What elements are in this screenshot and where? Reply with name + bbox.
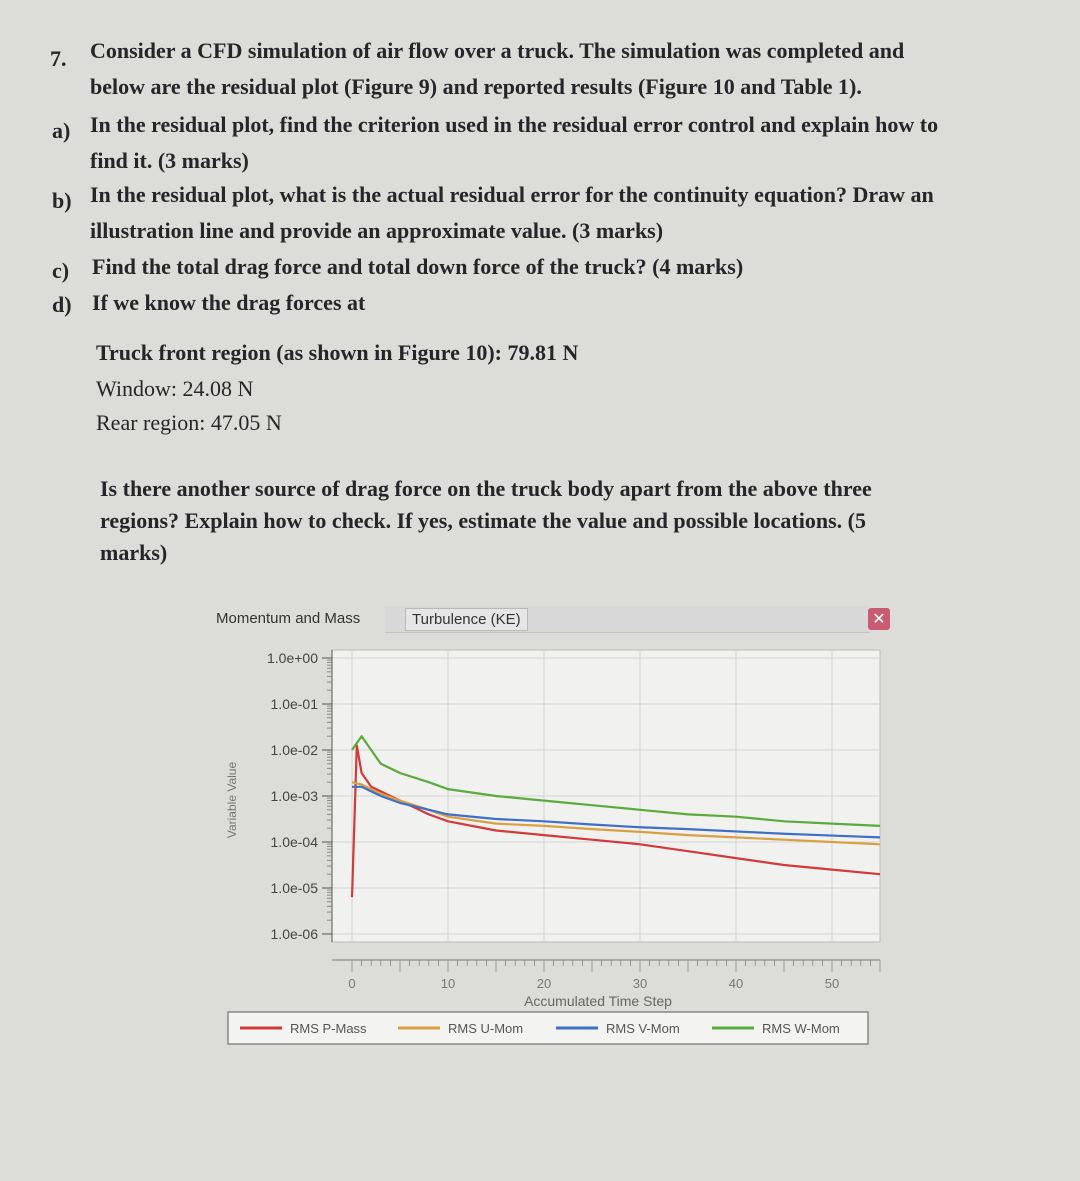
legend-label: RMS P-Mass <box>290 1021 367 1036</box>
followup-line-1: Is there another source of drag force on the truck body apart from the above three <box>100 476 872 501</box>
part-b-label: b) <box>52 188 72 213</box>
legend-label: RMS U-Mom <box>448 1021 524 1036</box>
x-tick-label: 0 <box>348 976 356 991</box>
y-tick-label: 1.0e-02 <box>270 742 318 758</box>
force-front-region: Truck front region (as shown in Figure 10): 79.81 N <box>96 340 579 365</box>
legend-label: RMS W-Mom <box>762 1021 840 1036</box>
followup-line-2: regions? Explain how to check. If yes, estimate the value and possible locations. (5 <box>100 508 866 533</box>
close-icon[interactable]: ✕ <box>868 608 890 630</box>
residual-chart <box>200 598 900 1078</box>
part-b-line-2: illustration line and provide an approximate value. (3 marks) <box>90 218 664 243</box>
question-number: 7. <box>50 46 67 71</box>
x-tick-label: 50 <box>824 976 840 991</box>
y-axis <box>267 650 332 942</box>
x-tick-label: 40 <box>728 976 744 991</box>
y-tick-label: 1.0e-06 <box>270 926 318 942</box>
y-tick-label: 1.0e-04 <box>270 834 318 850</box>
part-c-line-1: Find the total drag force and total down force of the truck? (4 marks) <box>92 254 744 279</box>
y-axis-label: Variable Value <box>225 761 239 839</box>
part-a-line-2: find it. (3 marks) <box>90 148 249 173</box>
part-d-label: d) <box>52 292 72 317</box>
part-c-label: c) <box>52 258 70 283</box>
residual-plot-panel <box>200 598 900 1078</box>
tab-momentum-and-mass[interactable]: Momentum and Mass <box>216 610 361 627</box>
x-tick-label: 10 <box>440 976 456 991</box>
y-tick-label: 1.0e-01 <box>270 696 318 712</box>
followup-line-3: marks) <box>100 540 168 565</box>
force-window: Window: 24.08 N <box>96 376 254 401</box>
tab-turbulence-ke[interactable]: Turbulence (KE) <box>405 608 528 631</box>
question-intro-line-1: Consider a CFD simulation of air flow over a truck. The simulation was completed and <box>90 38 905 63</box>
x-tick-label: 30 <box>632 976 648 991</box>
legend-label: RMS V-Mom <box>606 1021 680 1036</box>
y-tick-label: 1.0e+00 <box>267 650 318 666</box>
x-axis <box>332 960 880 991</box>
y-tick-label: 1.0e-05 <box>270 880 318 896</box>
part-a-line-1: In the residual plot, find the criterion used in the residual error control and explain how to <box>90 112 939 137</box>
y-tick-label: 1.0e-03 <box>270 788 318 804</box>
x-axis-label: Accumulated Time Step <box>524 993 672 1009</box>
legend <box>228 1012 868 1044</box>
part-a-label: a) <box>52 118 71 143</box>
force-rear-region: Rear region: 47.05 N <box>96 410 282 435</box>
question-intro-line-2: below are the residual plot (Figure 9) and reported results (Figure 10 and Table 1). <box>90 74 862 99</box>
part-d-line-1: If we know the drag forces at <box>92 290 366 315</box>
x-tick-label: 20 <box>536 976 552 991</box>
part-b-line-1: In the residual plot, what is the actual residual error for the continuity equation? Draw an <box>90 182 934 207</box>
